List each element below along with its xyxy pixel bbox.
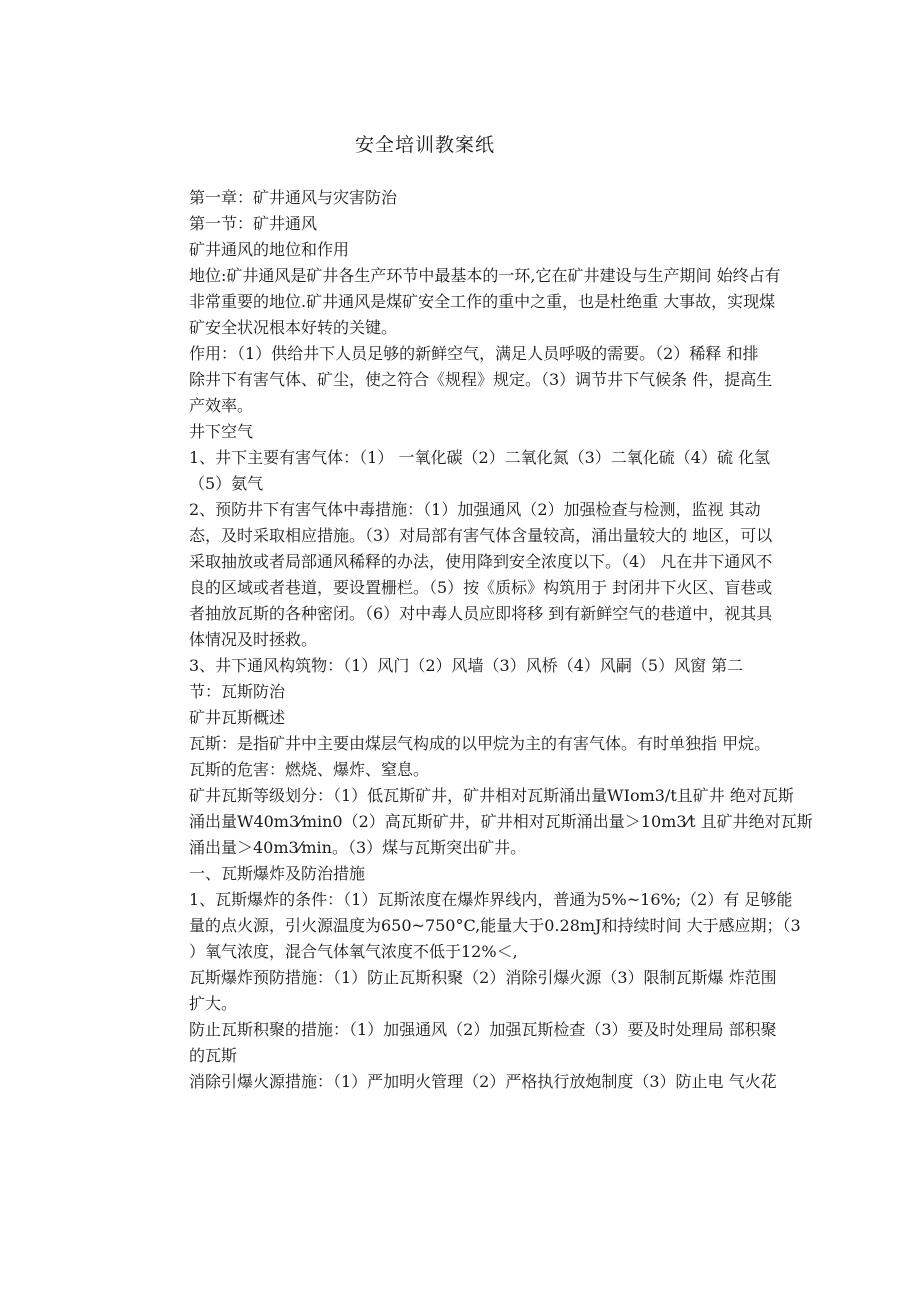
text-line: 3、井下通风构筑物：（1）风门（2）风墙（3）风桥（4）风嗣（5）风窗 第二: [189, 656, 744, 675]
text-line: 消除引爆火源措施：（1）严加明火管理（2）严格执行放炮制度（3）防止电 气火花: [189, 1072, 777, 1091]
text-line: 瓦斯的危害：燃烧、爆炸、窒息。: [189, 760, 430, 779]
document-title: 安全培训教案纸: [355, 134, 496, 156]
text-line: 1、瓦斯爆炸的条件：（1）瓦斯浓度在爆炸界线内，普通为5%~16%;（2）有 足够能: [189, 890, 793, 909]
text-line: 地位:矿井通风是矿井各生产环节中最基本的一环,它在矿井建设与生产期间 始终占有: [189, 266, 781, 285]
text-line: 2、预防井下有害气体中毒措施：（1）加强通风（2）加强检查与检测，监视 其动: [189, 500, 761, 519]
text-line: 一、瓦斯爆炸及防治措施: [189, 864, 366, 883]
document-body: [189, 185, 829, 1095]
text-line: 防止瓦斯积聚的措施：（1）加强通风（2）加强瓦斯检查（3）要及时处理局 部积聚: [189, 1020, 777, 1039]
text-line: 良的区域或者巷道，要设置栅栏。（5）按《质标》构筑用于 封闭井下火区、盲巷或: [189, 578, 773, 597]
text-line: 量的点火源，引火源温度为650~750°C,能量大于0.28mJ和持续时间 大于感应期；（3: [189, 916, 801, 935]
text-line: 瓦斯：是指矿井中主要由煤层气构成的以甲烷为主的有害气体。有时单独指 甲烷。: [189, 734, 771, 753]
text-line: 1、井下主要有害气体：（1） 一氧化碳（2）二氧化氮（3）二氧化硫（4）硫 化氢: [189, 448, 771, 467]
text-line: 矿井瓦斯概述: [189, 708, 286, 727]
text-line: （5）氨气: [189, 474, 264, 493]
text-line: 的瓦斯: [189, 1046, 238, 1065]
text-line: 作用：（1）供给井下人员足够的新鲜空气，满足人员呼吸的需要。（2）稀释 和排: [189, 344, 759, 363]
text-line: 第一章：矿井通风与灾害防治: [189, 188, 398, 207]
text-line: 除井下有害气体、矿尘，使之符合《规程》规定。（3）调节井下气候条 件，提高生: [189, 370, 773, 389]
text-line: 涌出量W40m3⁄min0（2）高瓦斯矿井，矿井相对瓦斯涌出量＞10m3⁄t 且矿井绝对瓦斯: [189, 812, 813, 831]
text-line: 者抽放瓦斯的各种密闭。（6）对中毒人员应即将移 到有新鲜空气的巷道中，视其具: [189, 604, 773, 623]
text-line: ）氧气浓度，混合气体氧气浓度不低于12%＜,: [189, 942, 518, 961]
text-line: 产效率。: [189, 396, 254, 415]
text-line: 涌出量＞40m3⁄min。（3）煤与瓦斯突出矿井。: [189, 838, 527, 857]
text-line: 井下空气: [189, 422, 254, 441]
text-line: 态，及时采取相应措施。（3）对局部有害气体含量较高，涌出量较大的 地区，可以: [189, 526, 773, 545]
text-line: 节：瓦斯防治: [189, 682, 286, 701]
text-line: 扩大。: [189, 994, 238, 1013]
text-line: 矿井瓦斯等级划分：（1）低瓦斯矿井，矿井相对瓦斯涌出量WIom3/t且矿井 绝对瓦斯: [189, 786, 794, 805]
text-line: 第一节：矿井通风: [189, 214, 318, 233]
text-line: 体情况及时拯救。: [189, 630, 318, 649]
text-line: 采取抽放或者局部通风稀释的办法，使用降到安全浓度以下。（4） 凡在井下通风不: [189, 552, 773, 571]
text-line: 非常重要的地位.矿井通风是煤矿安全工作的重中之重，也是杜绝重 大事故，实现煤: [189, 292, 776, 311]
text-line: 矿安全状况根本好转的关键。: [189, 318, 398, 337]
text-line: 矿井通风的地位和作用: [189, 240, 350, 259]
text-line: 瓦斯爆炸预防措施：（1）防止瓦斯积聚（2）消除引爆火源（3）限制瓦斯爆 炸范围: [189, 968, 777, 987]
